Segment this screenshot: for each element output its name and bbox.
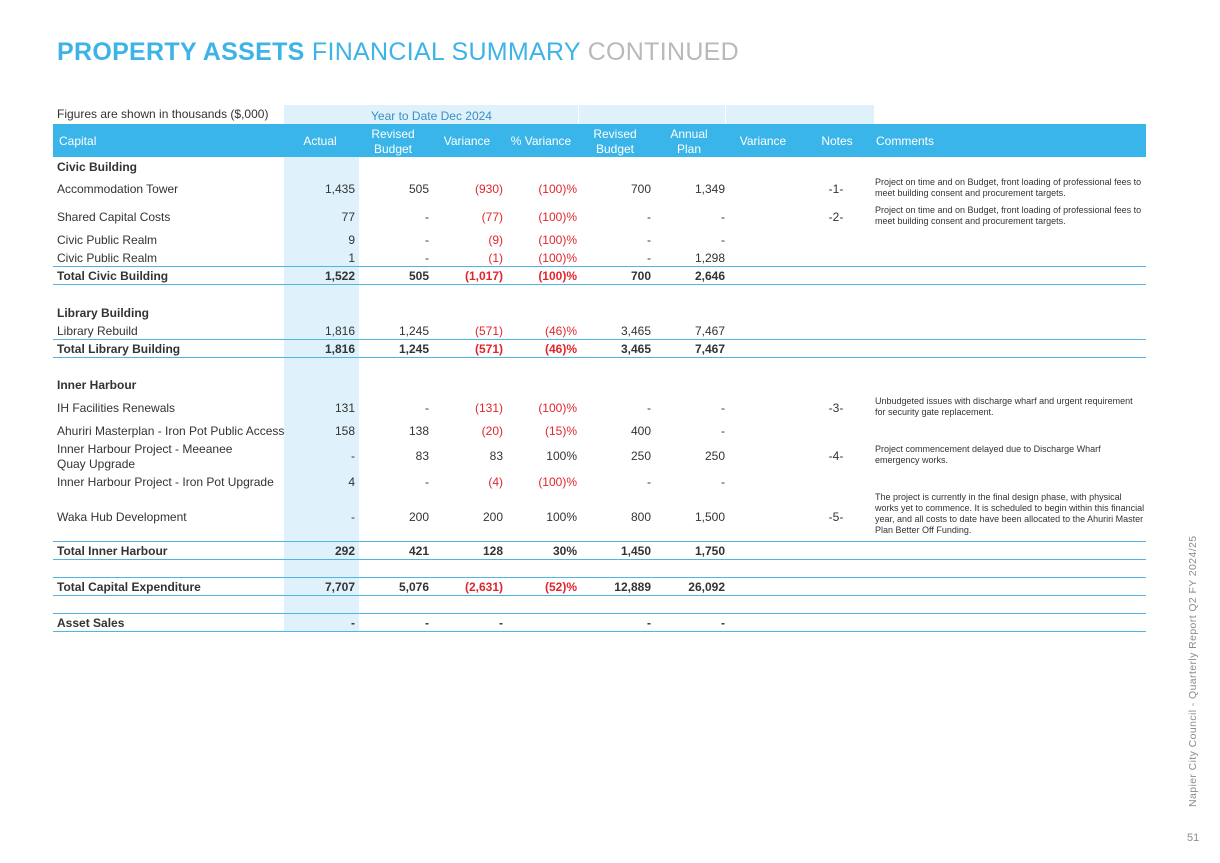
cell-rb: 5,076 bbox=[398, 580, 429, 594]
row-comment: The project is currently in the final design phase, with physical works yet to commence. It is scheduled to begin within this financial year, and all costs to date have been allocated to the Ahuriri Master Plan Better Off Funding. bbox=[875, 492, 1145, 535]
row-label: Inner Harbour Project - Iron Pot Upgrade bbox=[57, 475, 274, 489]
section-heading: Library Building bbox=[57, 306, 150, 320]
cell-var: (77) bbox=[481, 210, 503, 224]
cell-var: (571) bbox=[474, 324, 503, 338]
cell-plan: 1,298 bbox=[694, 251, 725, 265]
cell-arb: - bbox=[647, 210, 651, 224]
cell-var: (20) bbox=[481, 424, 503, 438]
row-label: Library Rebuild bbox=[57, 324, 138, 338]
cell-arb: 700 bbox=[630, 269, 651, 283]
cell-pct: (100)% bbox=[538, 210, 577, 224]
cell-plan: 250 bbox=[704, 449, 725, 463]
cell-plan: - bbox=[721, 233, 725, 247]
cell-arb: - bbox=[647, 251, 651, 265]
title-continued: CONTINUED bbox=[587, 38, 740, 66]
page-title bbox=[57, 38, 739, 67]
annual-variance-header-band bbox=[726, 105, 874, 124]
cell-plan: - bbox=[721, 475, 725, 489]
header-actual: Actual bbox=[303, 134, 337, 148]
row-comment: Project on time and on Budget, front loading of professional fees to meet building consent and procurement targets. bbox=[875, 177, 1142, 198]
cell-pct: (52)% bbox=[544, 580, 577, 594]
cell-actual: 1,435 bbox=[324, 182, 355, 196]
header-capital: Capital bbox=[59, 134, 97, 148]
cell-rb: 421 bbox=[408, 544, 429, 558]
note-ref: -4- bbox=[828, 449, 844, 463]
title-regular: FINANCIAL SUMMARY bbox=[311, 38, 581, 66]
cell-plan: - bbox=[721, 401, 725, 415]
section-heading: Civic Building bbox=[57, 160, 138, 174]
header-variance: Variance bbox=[443, 134, 491, 148]
cell-arb: 400 bbox=[630, 424, 651, 438]
row-label: Civic Public Realm bbox=[57, 251, 158, 265]
cell-arb: 800 bbox=[630, 510, 651, 524]
cell-plan: - bbox=[721, 616, 725, 630]
row-label: Asset Sales bbox=[57, 616, 125, 630]
header-notes: Notes bbox=[821, 134, 853, 148]
annual-header-band bbox=[579, 105, 725, 124]
cell-pct: 100% bbox=[546, 510, 577, 524]
cell-arb: 1,450 bbox=[620, 544, 651, 558]
cell-rb: - bbox=[425, 401, 429, 415]
cell-var: (571) bbox=[474, 342, 503, 356]
cell-arb: 250 bbox=[630, 449, 651, 463]
cell-arb: 12,889 bbox=[614, 580, 651, 594]
cell-arb: 700 bbox=[630, 182, 651, 196]
row-label: Total Civic Building bbox=[57, 269, 169, 283]
side-footer: Napier City Council - Quarterly Report Q2 FY 2024/25 bbox=[1187, 535, 1199, 807]
cell-pct: (100)% bbox=[538, 251, 577, 265]
cell-pct: (100)% bbox=[538, 233, 577, 247]
cell-pct: (100)% bbox=[538, 269, 577, 283]
cell-arb: - bbox=[647, 616, 651, 630]
row-label: Total Inner Harbour bbox=[57, 544, 168, 558]
cell-var: (1,017) bbox=[464, 269, 503, 283]
cell-rb: 505 bbox=[408, 269, 429, 283]
cell-pct: 100% bbox=[546, 449, 577, 463]
row-label: Shared Capital Costs bbox=[57, 210, 171, 224]
row-label-line2: Quay Upgrade bbox=[57, 457, 136, 471]
row-divider bbox=[53, 631, 1146, 632]
cell-actual: 1,816 bbox=[324, 342, 355, 356]
figures-note: Figures are shown in thousands ($,000) bbox=[57, 107, 269, 121]
row-label: Total Library Building bbox=[57, 342, 181, 356]
cell-rb: 138 bbox=[408, 424, 429, 438]
note-ref: -3- bbox=[828, 401, 844, 415]
cell-var: 200 bbox=[482, 510, 503, 524]
header-annual-plan-2: Plan bbox=[676, 142, 702, 156]
header-annual-revised-2: Budget bbox=[595, 142, 635, 156]
cell-plan: 2,646 bbox=[694, 269, 725, 283]
cell-rb: - bbox=[425, 616, 429, 630]
page-number: 51 bbox=[1187, 832, 1200, 844]
cell-actual: 1 bbox=[348, 251, 355, 265]
cell-plan: 1,750 bbox=[694, 544, 725, 558]
cell-var: 83 bbox=[489, 449, 503, 463]
row-label: Waka Hub Development bbox=[57, 510, 187, 524]
title-bold: PROPERTY ASSETS bbox=[57, 38, 305, 66]
cell-actual: 1,522 bbox=[324, 269, 355, 283]
note-ref: -1- bbox=[828, 182, 844, 196]
cell-actual: 1,816 bbox=[324, 324, 355, 338]
cell-rb: - bbox=[425, 475, 429, 489]
cell-var: (930) bbox=[474, 182, 503, 196]
cell-actual: 7,707 bbox=[324, 580, 355, 594]
row-divider bbox=[53, 339, 1146, 340]
row-divider bbox=[53, 595, 1146, 596]
cell-pct: (46)% bbox=[544, 342, 577, 356]
row-label: Total Capital Expenditure bbox=[57, 580, 201, 594]
cell-var: (4) bbox=[488, 475, 503, 489]
cell-pct: (15)% bbox=[544, 424, 577, 438]
header-revised-budget-2: Budget bbox=[373, 142, 413, 156]
row-label: IH Facilities Renewals bbox=[57, 401, 176, 415]
header-annual-revised-1: Revised bbox=[593, 127, 637, 141]
row-label: Civic Public Realm bbox=[57, 233, 158, 247]
row-divider bbox=[53, 613, 1146, 614]
header-annual-plan-1: Annual bbox=[670, 127, 708, 141]
row-label: Accommodation Tower bbox=[57, 182, 179, 196]
ytd-label: Year to Date Dec 2024 bbox=[371, 109, 492, 123]
cell-rb: 83 bbox=[415, 449, 429, 463]
cell-arb: - bbox=[647, 475, 651, 489]
cell-actual: 158 bbox=[334, 424, 355, 438]
cell-rb: 1,245 bbox=[398, 342, 429, 356]
cell-plan: 1,349 bbox=[694, 182, 725, 196]
cell-rb: 200 bbox=[408, 510, 429, 524]
cell-pct: (46)% bbox=[544, 324, 577, 338]
cell-plan: - bbox=[721, 210, 725, 224]
cell-rb: - bbox=[425, 251, 429, 265]
cell-actual: - bbox=[351, 510, 355, 524]
header-annual-variance: Variance bbox=[739, 134, 787, 148]
cell-plan: 26,092 bbox=[688, 580, 725, 594]
row-label: Ahuriri Masterplan - Iron Pot Public Access bbox=[57, 424, 285, 438]
row-divider bbox=[53, 266, 1146, 267]
cell-pct: 30% bbox=[552, 544, 577, 558]
header-comments: Comments bbox=[876, 134, 935, 148]
cell-actual: 292 bbox=[334, 544, 355, 558]
cell-actual: - bbox=[351, 616, 355, 630]
note-ref: -2- bbox=[828, 210, 844, 224]
cell-rb: - bbox=[425, 210, 429, 224]
header-revised-budget-1: Revised bbox=[371, 127, 415, 141]
row-comment: Project on time and on Budget, front loading of professional fees to meet building consent and procurement targets. bbox=[875, 205, 1142, 226]
row-divider bbox=[53, 559, 1146, 560]
cell-pct: (100)% bbox=[538, 182, 577, 196]
row-divider bbox=[53, 577, 1146, 578]
cell-plan: 7,467 bbox=[694, 324, 725, 338]
cell-arb: 3,465 bbox=[620, 324, 651, 338]
cell-var: (2,631) bbox=[464, 580, 503, 594]
cell-actual: 4 bbox=[348, 475, 355, 489]
cell-plan: 1,500 bbox=[694, 510, 725, 524]
section-heading: Inner Harbour bbox=[57, 378, 137, 392]
cell-arb: 3,465 bbox=[620, 342, 651, 356]
row-divider bbox=[53, 541, 1146, 542]
note-ref: -5- bbox=[828, 510, 844, 524]
cell-pct: (100)% bbox=[538, 401, 577, 415]
cell-plan: - bbox=[721, 424, 725, 438]
cell-rb: 1,245 bbox=[398, 324, 429, 338]
cell-var: (1) bbox=[488, 251, 503, 265]
cell-var: (9) bbox=[488, 233, 503, 247]
cell-actual: 131 bbox=[334, 401, 355, 415]
cell-arb: - bbox=[647, 401, 651, 415]
cell-var: (131) bbox=[474, 401, 503, 415]
cell-pct: (100)% bbox=[538, 475, 577, 489]
row-divider bbox=[53, 357, 1146, 358]
cell-rb: 505 bbox=[408, 182, 429, 196]
cell-rb: - bbox=[425, 233, 429, 247]
cell-var: 128 bbox=[482, 544, 503, 558]
cell-actual: 77 bbox=[341, 210, 355, 224]
cell-actual: - bbox=[351, 449, 355, 463]
row-label: Inner Harbour Project - Meeanee bbox=[57, 442, 233, 456]
cell-var: - bbox=[499, 616, 503, 630]
header-pct-variance: % Variance bbox=[510, 134, 572, 148]
row-comment: Project commencement delayed due to Discharge Wharf emergency works. bbox=[875, 444, 1101, 465]
cell-actual: 9 bbox=[348, 233, 355, 247]
row-comment: Unbudgeted issues with discharge wharf and urgent requirement for security gate replacement. bbox=[875, 396, 1133, 417]
table-header bbox=[53, 124, 1146, 157]
row-divider bbox=[53, 284, 1146, 285]
cell-arb: - bbox=[647, 233, 651, 247]
cell-plan: 7,467 bbox=[694, 342, 725, 356]
